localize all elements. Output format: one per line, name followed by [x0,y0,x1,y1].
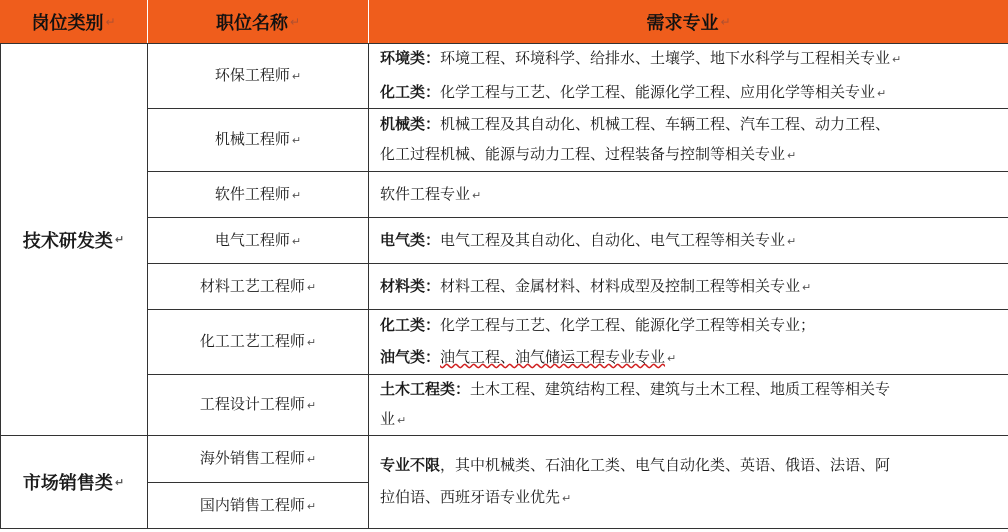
category-tech-label: 技术研发类 [22,230,113,252]
major-text: 土木工程、建筑结构工程、建筑与土木工程、地质工程等相关专 [470,380,891,398]
grid-line [148,482,369,483]
major-cell: 土木工程类：土木工程、建筑结构工程、建筑与土木工程、地质工程等相关专 业 ↵ [380,380,891,428]
major-category: 专业不限 [380,456,441,474]
major-text: 材料工程、金属材料、材料成型及控制工程等相关专业 [440,276,801,295]
position-title: 海外销售工程师 [199,449,305,467]
position-title: 材料工艺工程师 [199,276,305,295]
grid-line [0,43,1008,44]
grid-line [148,263,1008,264]
major-cell: 化工类：化学工程与工艺、化学工程、能源化学工程等相关专业； 油气类：油气工程、油气储运工程专业专业 ↵ [380,316,816,366]
major-text: 化学工程与工艺、化学工程、能源化学工程等相关专业； [440,316,816,334]
header-major-label: 需求专业 [646,12,719,34]
major-text: 业 [380,410,396,428]
major-cell: 机械类：机械工程及其自动化、机械工程、车辆工程、汽车工程、动力工程、 化工过程机械、能源与动力工程、过程装备与控制等相关专业 ↵ [380,115,891,163]
grid-line [0,43,1,529]
grid-line [148,171,1008,172]
major-text: 化工过程机械、能源与动力工程、过程装备与控制等相关专业 [380,145,786,163]
major-category: 环境类： [380,49,441,67]
position-title: 工程设计工程师 [199,395,305,413]
grid-line [0,528,1008,529]
position-cell: 化工工艺工程师 ↵ [199,332,317,350]
header-category-label: 岗位类别 [31,12,104,34]
major-category: 机械类： [380,115,441,133]
position-title: 机械工程师 [214,130,290,148]
major-text: 拉伯语、西班牙语专业优先 [380,488,561,506]
major-category: 化工类： [380,316,441,334]
position-cell: 机械工程师 ↵ [214,130,302,148]
position-cell: 国内销售工程师 ↵ [199,495,317,514]
grid-line [148,374,1008,375]
category-sales: 市场销售类 ↵ [0,436,147,528]
position-cell: 工程设计工程师 ↵ [199,395,317,413]
major-text: 机械工程及其自动化、机械工程、车辆工程、汽车工程、动力工程、 [440,115,891,133]
major-category: 油气类： [380,348,441,366]
header-major: 需求专业 ↵ [369,0,1008,43]
major-text: 软件工程专业 [380,184,471,203]
major-text: 电气工程及其自动化、自动化、电气工程等相关专业 [440,230,786,249]
position-title: 环保工程师 [214,66,290,84]
major-category: 化工类： [380,83,441,101]
sales-major-cell: 专业不限，其中机械类、石油化工类、电气自动化类、英语、俄语、法语、阿 拉伯语、西班牙语专业优先 ↵ [380,456,891,506]
major-text: ，其中机械类、石油化工类、电气自动化类、英语、俄语、法语、阿 [440,456,891,474]
major-cell: 环境类：环境工程、环境科学、给排水、土壤学、地下水科学与工程相关专业 ↵ 化工类：化学工程与工艺、化学工程、能源化学工程、应用化学等相关专业 ↵ [380,49,902,101]
grid-line [148,108,1008,109]
position-cell: 海外销售工程师 ↵ [199,449,317,467]
position-cell: 软件工程师 ↵ [214,184,302,203]
grid-line [147,43,148,529]
position-title: 软件工程师 [214,184,290,203]
major-cell: 软件工程专业 ↵ [380,184,482,203]
grid-line [368,43,369,529]
major-cell: 电气类：电气工程及其自动化、自动化、电气工程等相关专业 ↵ [380,230,797,249]
position-cell: 环保工程师 ↵ [214,66,302,84]
major-category: 土木工程类： [380,380,471,398]
major-text: 油气工程、油气储运工程专业专业 [440,348,666,366]
major-cell: 材料类：材料工程、金属材料、材料成型及控制工程等相关专业 ↵ [380,276,812,295]
major-category: 电气类： [380,230,441,249]
position-title: 电气工程师 [214,230,290,249]
header-position-label: 职位名称 [215,12,288,34]
position-title: 化工工艺工程师 [199,332,305,350]
header-position: 职位名称 ↵ [148,0,368,43]
major-category: 材料类： [380,276,441,295]
category-sales-label: 市场销售类 [22,473,113,494]
position-title: 国内销售工程师 [199,495,305,514]
grid-line [148,217,1008,218]
major-text: 环境工程、环境科学、给排水、土壤学、地下水科学与工程相关专业 [440,49,891,67]
grid-line [148,309,1008,310]
header-category: 岗位类别 ↵ [0,0,147,43]
position-cell: 电气工程师 ↵ [214,230,302,249]
position-cell: 材料工艺工程师 ↵ [199,276,317,295]
major-text: 化学工程与工艺、化学工程、能源化学工程、应用化学等相关专业 [440,83,876,101]
grid-line [0,435,1008,436]
category-tech: 技术研发类 ↵ [0,44,147,435]
